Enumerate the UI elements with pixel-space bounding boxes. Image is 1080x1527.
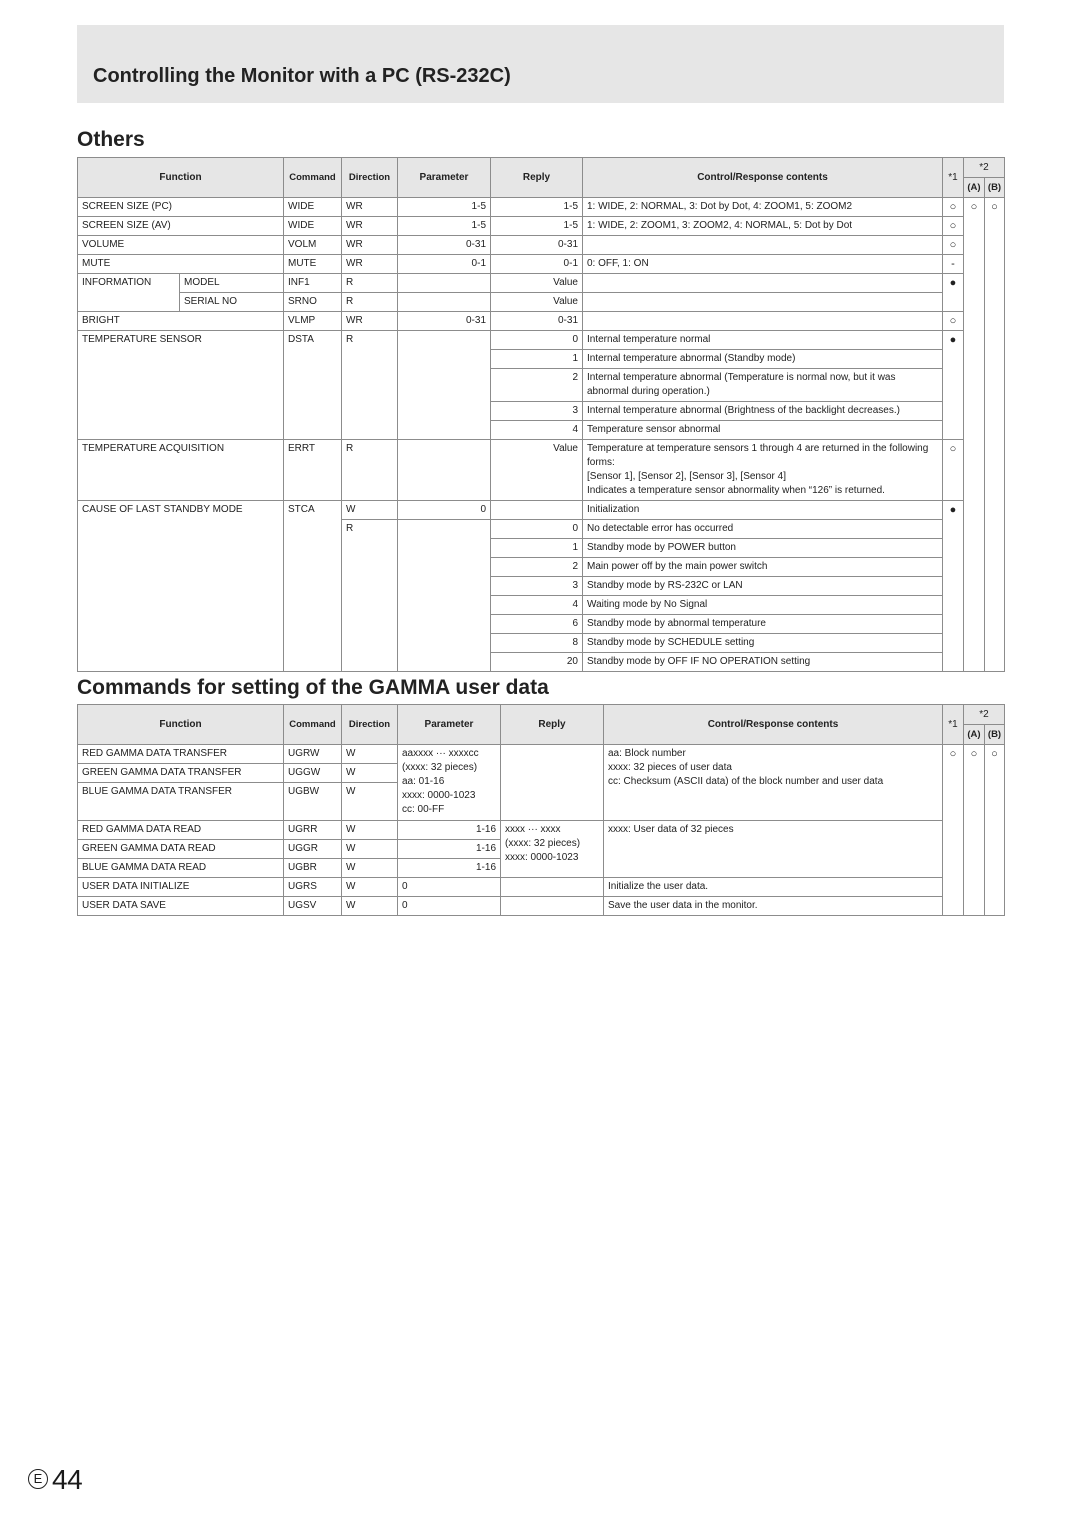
- contents-cell: Internal temperature abnormal (Temperature is normal now, but it was abnormal during operation.): [583, 369, 943, 402]
- table-row: [78, 217, 1005, 236]
- command-cell: WIDE: [284, 217, 342, 236]
- function-cell: SCREEN SIZE (AV): [78, 217, 284, 236]
- contents-cell: [604, 745, 943, 821]
- col-header-command: Command: [284, 705, 342, 745]
- direction-cell: R: [342, 520, 398, 672]
- parameter-cell: [398, 440, 491, 501]
- reply-line: xxxx ··· xxxx: [505, 824, 561, 835]
- direction-cell: WR: [342, 217, 398, 236]
- col-header-note1: *1: [943, 705, 964, 745]
- col-header-contents: Control/Response contents: [604, 705, 943, 745]
- table-row: [78, 255, 1005, 274]
- reply-cell: [501, 821, 604, 878]
- command-cell: MUTE: [284, 255, 342, 274]
- parameter-cell: [398, 520, 491, 672]
- reply-cell: 0-31: [491, 236, 583, 255]
- note1-mark: ○: [943, 440, 964, 501]
- table-row: [78, 745, 1005, 764]
- direction-cell: WR: [342, 236, 398, 255]
- parameter-cell: 1-16: [398, 821, 501, 840]
- reply-cell: 1: [491, 539, 583, 558]
- parameter-cell: 0: [398, 501, 491, 520]
- reply-cell: 3: [491, 402, 583, 421]
- contents-cell: Main power off by the main power switch: [583, 558, 943, 577]
- col-header-function: Function: [78, 158, 284, 198]
- function-cell: USER DATA SAVE: [78, 897, 284, 916]
- command-cell: DSTA: [284, 331, 342, 440]
- reply-cell: 0: [491, 520, 583, 539]
- col-header-note2: *2: [964, 158, 1005, 178]
- function-cell: RED GAMMA DATA READ: [78, 821, 284, 840]
- reply-cell: 1-5: [491, 217, 583, 236]
- table-row: [78, 821, 1005, 840]
- contents-cell: No detectable error has occurred: [583, 520, 943, 539]
- section-title-others: Others: [77, 128, 145, 151]
- note1-mark: ●: [943, 331, 964, 440]
- contents-cell: Temperature sensor abnormal: [583, 421, 943, 440]
- contents-cell: 0: OFF, 1: ON: [583, 255, 943, 274]
- contents-cell: Standby mode by SCHEDULE setting: [583, 634, 943, 653]
- contents-cell: Initialize the user data.: [604, 878, 943, 897]
- function-cell: VOLUME: [78, 236, 284, 255]
- col-header-a: (A): [964, 725, 985, 745]
- parameter-line: cc: 00-FF: [402, 804, 445, 815]
- note1-mark: ●: [943, 274, 964, 312]
- note1-mark: ○: [943, 312, 964, 331]
- function-cell: RED GAMMA DATA TRANSFER: [78, 745, 284, 764]
- contents-line: Indicates a temperature sensor abnormality when “126” is returned.: [587, 485, 885, 496]
- table-row: [78, 878, 1005, 897]
- parameter-line: aa: 01-16: [402, 776, 445, 787]
- parameter-cell: 1-5: [398, 198, 491, 217]
- col-header-function: Function: [78, 705, 284, 745]
- table-row: [78, 501, 1005, 520]
- command-cell: UGGW: [284, 764, 342, 783]
- reply-cell: [491, 501, 583, 520]
- reply-line: xxxx: 0000-1023: [505, 852, 579, 863]
- contents-cell: xxxx: User data of 32 pieces: [604, 821, 943, 878]
- contents-line: [Sensor 1], [Sensor 2], [Sensor 3], [Sensor 4]: [587, 471, 786, 482]
- command-cell: UGGR: [284, 840, 342, 859]
- contents-cell: 1: WIDE, 2: NORMAL, 3: Dot by Dot, 4: ZOOM1, 5: ZOOM2: [583, 198, 943, 217]
- contents-cell: Waiting mode by No Signal: [583, 596, 943, 615]
- note2-b-mark: ○: [985, 198, 1005, 672]
- function-cell: SCREEN SIZE (PC): [78, 198, 284, 217]
- subfunction-cell: MODEL: [180, 274, 284, 293]
- table-row: [78, 897, 1005, 916]
- contents-cell: 1: WIDE, 2: ZOOM1, 3: ZOOM2, 4: NORMAL, 5: Dot by Dot: [583, 217, 943, 236]
- note2-a-mark: ○: [964, 745, 985, 916]
- function-cell: TEMPERATURE ACQUISITION: [78, 440, 284, 501]
- command-cell: UGBR: [284, 859, 342, 878]
- page-number-text: 44: [52, 1464, 83, 1495]
- reply-cell: 0-31: [491, 312, 583, 331]
- reply-cell: Value: [491, 274, 583, 293]
- reply-cell: 4: [491, 596, 583, 615]
- language-badge: E: [28, 1469, 48, 1489]
- parameter-cell: [398, 293, 491, 312]
- function-cell: GREEN GAMMA DATA TRANSFER: [78, 764, 284, 783]
- parameter-cell: [398, 274, 491, 293]
- command-cell: UGBW: [284, 783, 342, 821]
- parameter-cell: 1-16: [398, 859, 501, 878]
- col-header-parameter: Parameter: [398, 158, 491, 198]
- table-row: [78, 331, 1005, 350]
- reply-cell: 4: [491, 421, 583, 440]
- contents-line: aa: Block number: [608, 748, 686, 759]
- contents-cell: [583, 440, 943, 501]
- parameter-cell: 1-5: [398, 217, 491, 236]
- parameter-cell: [398, 331, 491, 440]
- direction-cell: R: [342, 274, 398, 293]
- reply-cell: 0-1: [491, 255, 583, 274]
- command-cell: UGSV: [284, 897, 342, 916]
- parameter-cell: 0-1: [398, 255, 491, 274]
- command-cell: UGRS: [284, 878, 342, 897]
- reply-cell: [501, 897, 604, 916]
- col-header-direction: Direction: [342, 705, 398, 745]
- reply-cell: [501, 878, 604, 897]
- direction-cell: W: [342, 878, 398, 897]
- command-cell: INF1: [284, 274, 342, 293]
- note1-mark: ○: [943, 198, 964, 217]
- reply-cell: Value: [491, 440, 583, 501]
- direction-cell: R: [342, 293, 398, 312]
- parameter-line: (xxxx: 32 pieces): [402, 762, 478, 773]
- contents-cell: Internal temperature normal: [583, 331, 943, 350]
- note1-mark: ○: [943, 745, 964, 916]
- col-header-b: (B): [985, 725, 1005, 745]
- contents-line: xxxx: 32 pieces of user data: [608, 762, 732, 773]
- direction-cell: R: [342, 331, 398, 440]
- contents-cell: Internal temperature abnormal (Brightness of the backlight decreases.): [583, 402, 943, 421]
- subfunction-cell: SERIAL NO: [180, 293, 284, 312]
- reply-cell: 2: [491, 558, 583, 577]
- reply-cell: Value: [491, 293, 583, 312]
- note1-mark: ○: [943, 217, 964, 236]
- direction-cell: W: [342, 783, 398, 821]
- contents-cell: [583, 236, 943, 255]
- contents-line: cc: Checksum (ASCII data) of the block number and user data: [608, 776, 884, 787]
- command-cell: STCA: [284, 501, 342, 672]
- direction-cell: W: [342, 501, 398, 520]
- contents-cell: Initialization: [583, 501, 943, 520]
- reply-cell: 1: [491, 350, 583, 369]
- col-header-reply: Reply: [501, 705, 604, 745]
- parameter-cell: 0: [398, 878, 501, 897]
- contents-cell: Save the user data in the monitor.: [604, 897, 943, 916]
- note1-mark: ○: [943, 236, 964, 255]
- reply-cell: 0: [491, 331, 583, 350]
- function-cell: USER DATA INITIALIZE: [78, 878, 284, 897]
- others-command-table: [77, 157, 1005, 672]
- direction-cell: WR: [342, 255, 398, 274]
- function-cell: CAUSE OF LAST STANDBY MODE: [78, 501, 284, 672]
- note2-a-mark: ○: [964, 198, 985, 672]
- gamma-command-table: [77, 704, 1005, 916]
- contents-cell: Standby mode by POWER button: [583, 539, 943, 558]
- reply-cell: 2: [491, 369, 583, 402]
- parameter-line: xxxx: 0000-1023: [402, 790, 476, 801]
- section-title-gamma: Commands for setting of the GAMMA user data: [77, 676, 549, 699]
- parameter-cell: 0-31: [398, 236, 491, 255]
- command-cell: ERRT: [284, 440, 342, 501]
- direction-cell: W: [342, 859, 398, 878]
- contents-cell: Standby mode by RS-232C or LAN: [583, 577, 943, 596]
- table-row: [78, 293, 1005, 312]
- direction-cell: WR: [342, 198, 398, 217]
- table-row: [78, 312, 1005, 331]
- col-header-note2: *2: [964, 705, 1005, 725]
- function-cell: INFORMATION: [78, 274, 180, 312]
- contents-cell: Internal temperature abnormal (Standby mode): [583, 350, 943, 369]
- reply-cell: 3: [491, 577, 583, 596]
- command-cell: VOLM: [284, 236, 342, 255]
- direction-cell: WR: [342, 312, 398, 331]
- function-cell: BRIGHT: [78, 312, 284, 331]
- reply-cell: [501, 745, 604, 821]
- contents-cell: Standby mode by OFF IF NO OPERATION setting: [583, 653, 943, 672]
- reply-cell: 6: [491, 615, 583, 634]
- contents-line: Temperature at temperature sensors 1 through 4 are returned in the following forms:: [587, 443, 929, 468]
- note2-b-mark: ○: [985, 745, 1005, 916]
- header-banner: [77, 25, 1004, 103]
- note1-mark: ●: [943, 501, 964, 672]
- command-cell: SRNO: [284, 293, 342, 312]
- function-cell: MUTE: [78, 255, 284, 274]
- parameter-cell: [398, 745, 501, 821]
- table-row: [78, 274, 1005, 293]
- command-cell: VLMP: [284, 312, 342, 331]
- function-cell: BLUE GAMMA DATA READ: [78, 859, 284, 878]
- col-header-b: (B): [985, 178, 1005, 198]
- col-header-parameter: Parameter: [398, 705, 501, 745]
- parameter-cell: 0-31: [398, 312, 491, 331]
- function-cell: BLUE GAMMA DATA TRANSFER: [78, 783, 284, 821]
- contents-cell: [583, 274, 943, 293]
- parameter-cell: 1-16: [398, 840, 501, 859]
- col-header-command: Command: [284, 158, 342, 198]
- parameter-cell: 0: [398, 897, 501, 916]
- direction-cell: W: [342, 897, 398, 916]
- contents-cell: [583, 293, 943, 312]
- banner-title: Controlling the Monitor with a PC (RS-232C): [93, 65, 511, 87]
- col-header-a: (A): [964, 178, 985, 198]
- direction-cell: W: [342, 821, 398, 840]
- function-cell: TEMPERATURE SENSOR: [78, 331, 284, 440]
- command-cell: WIDE: [284, 198, 342, 217]
- reply-line: (xxxx: 32 pieces): [505, 838, 581, 849]
- parameter-line: aaxxxx ··· xxxxcc: [402, 748, 479, 759]
- table-row: [78, 198, 1005, 217]
- direction-cell: W: [342, 840, 398, 859]
- direction-cell: W: [342, 745, 398, 764]
- reply-cell: 20: [491, 653, 583, 672]
- function-cell: GREEN GAMMA DATA READ: [78, 840, 284, 859]
- reply-cell: 8: [491, 634, 583, 653]
- note1-mark: -: [943, 255, 964, 274]
- contents-cell: Standby mode by abnormal temperature: [583, 615, 943, 634]
- table-row: [78, 236, 1005, 255]
- col-header-note1: *1: [943, 158, 964, 198]
- col-header-reply: Reply: [491, 158, 583, 198]
- command-cell: UGRR: [284, 821, 342, 840]
- col-header-contents: Control/Response contents: [583, 158, 943, 198]
- command-cell: UGRW: [284, 745, 342, 764]
- contents-cell: [583, 312, 943, 331]
- col-header-direction: Direction: [342, 158, 398, 198]
- reply-cell: 1-5: [491, 198, 583, 217]
- direction-cell: W: [342, 764, 398, 783]
- table-row: [78, 440, 1005, 501]
- direction-cell: R: [342, 440, 398, 501]
